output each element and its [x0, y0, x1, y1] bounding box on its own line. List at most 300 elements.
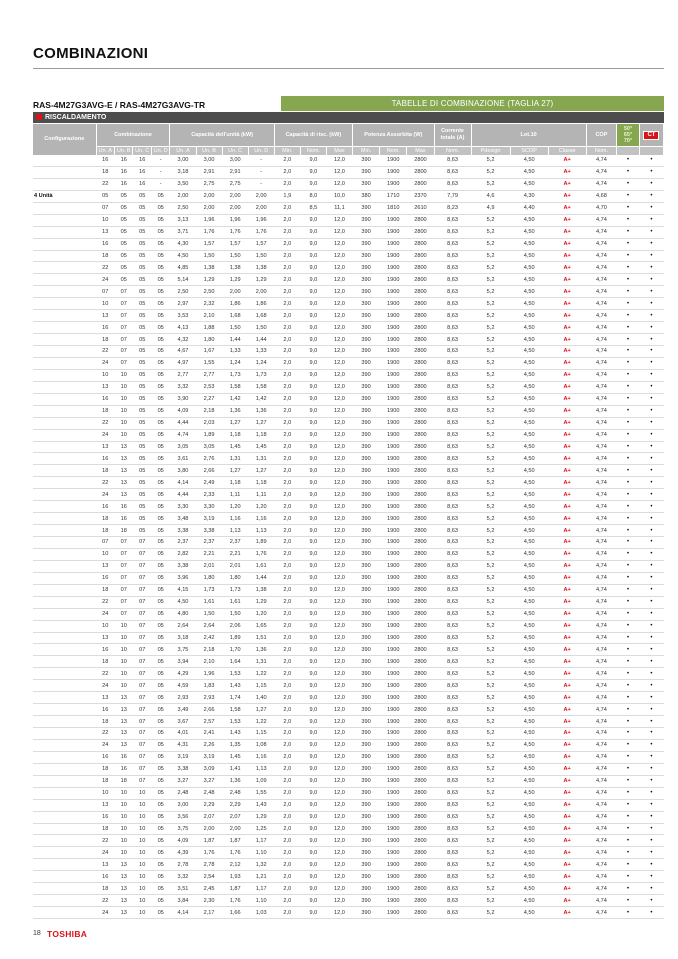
configuration-cell — [33, 560, 96, 572]
table-cell: 05 — [115, 214, 133, 226]
availability-dot-cell: • — [617, 847, 640, 859]
availability-dot-cell: • — [639, 644, 663, 656]
availability-dot-cell: • — [639, 190, 663, 202]
table-cell: 2,0 — [274, 477, 300, 489]
table-cell: 05 — [133, 501, 151, 513]
header-capacita-risc: Capacità di risc. (kW) — [274, 124, 352, 147]
table-cell: 8,63 — [434, 763, 471, 775]
availability-dot-cell: • — [639, 537, 663, 549]
availability-dot-cell: • — [617, 405, 640, 417]
table-cell: 10 — [96, 214, 114, 226]
energy-class-cell: A+ — [548, 166, 586, 178]
table-cell: 18 — [96, 656, 114, 668]
availability-dot-cell: • — [639, 178, 663, 190]
availability-dot-cell: • — [639, 166, 663, 178]
table-cell: 2,0 — [274, 441, 300, 453]
table-cell: 12,0 — [326, 477, 352, 489]
section-bar — [33, 112, 664, 123]
combination-table — [33, 124, 664, 919]
table-cell: 12,0 — [326, 417, 352, 429]
table-cell: 2800 — [407, 322, 434, 334]
table-cell: 5,2 — [471, 298, 510, 310]
table-cell: 390 — [353, 429, 380, 441]
table-cell: 9,0 — [300, 214, 326, 226]
availability-dot-cell: • — [617, 537, 640, 549]
availability-dot-cell: • — [617, 704, 640, 716]
table-cell: 5,2 — [471, 548, 510, 560]
table-cell: 2,48 — [196, 787, 222, 799]
energy-class-cell: A+ — [548, 369, 586, 381]
energy-class-cell: A+ — [548, 596, 586, 608]
header-cop: COP — [586, 124, 616, 147]
energy-class-cell: A+ — [548, 286, 586, 298]
table-cell: 9,0 — [300, 226, 326, 238]
table-cell: 1,76 — [248, 548, 274, 560]
table-cell: 24 — [96, 357, 114, 369]
table-cell: 18 — [96, 584, 114, 596]
table-cell: 4,74 — [586, 393, 616, 405]
table-cell: 5,2 — [471, 429, 510, 441]
table-cell: 10 — [133, 859, 151, 871]
table-cell: 12,0 — [326, 799, 352, 811]
table-cell: 4,14 — [170, 477, 196, 489]
table-cell: 13 — [115, 453, 133, 465]
table-cell: 4,14 — [170, 907, 196, 919]
subheader-cell — [639, 147, 663, 156]
table-row — [33, 644, 664, 656]
table-cell: 12,0 — [326, 334, 352, 346]
table-cell: 05 — [133, 346, 151, 358]
table-cell: 05 — [151, 334, 170, 346]
table-cell: 1900 — [380, 739, 407, 751]
table-cell: 10 — [133, 883, 151, 895]
table-cell: 1900 — [380, 799, 407, 811]
table-cell: 1,36 — [222, 775, 248, 787]
table-cell: 1,64 — [222, 656, 248, 668]
table-cell: 8,63 — [434, 286, 471, 298]
table-cell: 3,90 — [170, 393, 196, 405]
table-cell: 1,76 — [248, 226, 274, 238]
table-cell: 8,63 — [434, 513, 471, 525]
table-cell: 5,2 — [471, 477, 510, 489]
table-cell: 9,0 — [300, 310, 326, 322]
configuration-cell — [33, 238, 96, 250]
table-cell: 12,0 — [326, 214, 352, 226]
table-cell: 5,2 — [471, 835, 510, 847]
table-cell: 05 — [151, 286, 170, 298]
table-cell: 2,00 — [248, 202, 274, 214]
table-cell: 2800 — [407, 739, 434, 751]
availability-dot-cell: • — [639, 501, 663, 513]
table-cell: 4,50 — [510, 155, 548, 166]
table-cell: 07 — [133, 763, 151, 775]
table-cell: 9,0 — [300, 429, 326, 441]
table-cell: 1900 — [380, 357, 407, 369]
table-cell: 2800 — [407, 811, 434, 823]
energy-class-cell: A+ — [548, 322, 586, 334]
table-cell: 12,0 — [326, 238, 352, 250]
table-cell: 9,0 — [300, 537, 326, 549]
availability-dot-cell: • — [639, 847, 663, 859]
table-cell: 2,21 — [222, 548, 248, 560]
energy-class-cell: A+ — [548, 214, 586, 226]
table-cell: 4,01 — [170, 728, 196, 740]
table-cell: 5,2 — [471, 334, 510, 346]
energy-class-cell: A+ — [548, 441, 586, 453]
table-cell: 07 — [115, 357, 133, 369]
table-cell: 1900 — [380, 513, 407, 525]
table-cell: 390 — [353, 716, 380, 728]
table-cell: 12,0 — [326, 692, 352, 704]
table-cell: 1,89 — [248, 537, 274, 549]
availability-dot-cell: • — [639, 608, 663, 620]
table-cell: 1,76 — [222, 895, 248, 907]
table-cell: 05 — [133, 357, 151, 369]
table-row — [33, 572, 664, 584]
table-row — [33, 680, 664, 692]
subheader-cell: Min. — [353, 147, 380, 156]
configuration-cell — [33, 883, 96, 895]
table-cell: 4,50 — [510, 584, 548, 596]
table-cell: 390 — [353, 787, 380, 799]
configuration-cell — [33, 537, 96, 549]
table-cell: 3,00 — [222, 155, 248, 166]
table-row — [33, 262, 664, 274]
header-configurazione: Configurazione — [33, 124, 96, 155]
table-row — [33, 357, 664, 369]
availability-dot-cell: • — [617, 763, 640, 775]
table-row — [33, 513, 664, 525]
table-cell: 1900 — [380, 441, 407, 453]
table-row — [33, 155, 664, 166]
availability-dot-cell: • — [617, 656, 640, 668]
table-cell: 05 — [133, 369, 151, 381]
table-cell: 9,0 — [300, 178, 326, 190]
configuration-cell — [33, 584, 96, 596]
table-cell: 07 — [133, 668, 151, 680]
table-cell: 4,74 — [586, 513, 616, 525]
configuration-cell — [33, 895, 96, 907]
subheader-cell: Un. B — [196, 147, 222, 156]
table-cell: 2,0 — [274, 405, 300, 417]
configuration-cell — [33, 847, 96, 859]
table-cell: 07 — [115, 548, 133, 560]
table-cell: 2800 — [407, 166, 434, 178]
table-cell: 3,50 — [170, 178, 196, 190]
table-cell: 05 — [151, 513, 170, 525]
table-cell: 1,73 — [248, 369, 274, 381]
table-cell: 18 — [115, 525, 133, 537]
table-cell: 2800 — [407, 537, 434, 549]
configuration-cell — [33, 501, 96, 513]
table-cell: 380 — [353, 190, 380, 202]
availability-dot-cell: • — [617, 465, 640, 477]
configuration-cell — [33, 453, 96, 465]
table-cell: 07 — [115, 286, 133, 298]
configuration-cell — [33, 226, 96, 238]
table-cell: 8,63 — [434, 847, 471, 859]
table-cell: 12,0 — [326, 847, 352, 859]
table-cell: 12,0 — [326, 620, 352, 632]
table-cell: 1,76 — [196, 226, 222, 238]
table-cell: 16 — [96, 453, 114, 465]
table-cell: 8,63 — [434, 477, 471, 489]
table-cell: 8,63 — [434, 465, 471, 477]
table-cell: 2,0 — [274, 322, 300, 334]
table-cell: 9,0 — [300, 620, 326, 632]
table-cell: 4,15 — [170, 584, 196, 596]
table-cell: 1,22 — [248, 668, 274, 680]
table-cell: 05 — [151, 847, 170, 859]
table-cell: 1,33 — [248, 346, 274, 358]
table-cell: 2800 — [407, 477, 434, 489]
table-row — [33, 238, 664, 250]
table-cell: 2800 — [407, 632, 434, 644]
table-cell: 22 — [96, 596, 114, 608]
table-cell: 8,63 — [434, 441, 471, 453]
availability-dot-cell: • — [617, 668, 640, 680]
availability-dot-cell: • — [617, 560, 640, 572]
availability-dot-cell: • — [639, 787, 663, 799]
table-row — [33, 775, 664, 787]
table-cell: 1900 — [380, 751, 407, 763]
table-cell: 05 — [151, 763, 170, 775]
table-cell: 7,79 — [434, 190, 471, 202]
availability-dot-cell: • — [639, 883, 663, 895]
table-cell: 24 — [96, 274, 114, 286]
availability-dot-cell: • — [617, 357, 640, 369]
table-cell: 8,63 — [434, 632, 471, 644]
table-cell: 8,63 — [434, 656, 471, 668]
table-cell: 9,0 — [300, 907, 326, 919]
table-cell: 2,0 — [274, 572, 300, 584]
table-cell: 4,74 — [586, 548, 616, 560]
table-cell: 07 — [133, 704, 151, 716]
energy-class-cell: A+ — [548, 751, 586, 763]
table-cell: 390 — [353, 835, 380, 847]
table-cell: 390 — [353, 907, 380, 919]
table-cell: 1,09 — [248, 775, 274, 787]
table-row — [33, 429, 664, 441]
table-cell: 13 — [115, 489, 133, 501]
table-cell: 07 — [133, 584, 151, 596]
table-cell: 05 — [151, 584, 170, 596]
table-cell: 3,00 — [196, 155, 222, 166]
table-cell: 13 — [115, 739, 133, 751]
table-cell: 8,63 — [434, 883, 471, 895]
table-cell: 18 — [96, 525, 114, 537]
table-cell: 4,74 — [586, 560, 616, 572]
table-cell: 4,74 — [586, 692, 616, 704]
table-cell: 24 — [96, 847, 114, 859]
table-cell: 4,74 — [586, 322, 616, 334]
table-cell: 4,50 — [510, 560, 548, 572]
table-cell: 1,50 — [222, 250, 248, 262]
configuration-cell: 4 Unità — [33, 190, 96, 202]
table-cell: 1,76 — [222, 226, 248, 238]
availability-dot-cell: • — [617, 751, 640, 763]
table-cell: 8,63 — [434, 572, 471, 584]
table-cell: 22 — [96, 346, 114, 358]
table-cell: 5,2 — [471, 584, 510, 596]
table-row — [33, 871, 664, 883]
table-cell: 5,14 — [170, 274, 196, 286]
table-cell: 4,50 — [510, 537, 548, 549]
table-cell: 1,36 — [222, 405, 248, 417]
table-cell: 8,63 — [434, 214, 471, 226]
table-cell: 07 — [115, 334, 133, 346]
availability-dot-cell: • — [639, 381, 663, 393]
table-cell: 390 — [353, 417, 380, 429]
table-row — [33, 704, 664, 716]
table-cell: 2800 — [407, 704, 434, 716]
table-cell: 07 — [133, 692, 151, 704]
configuration-cell — [33, 489, 96, 501]
table-cell: 2,0 — [274, 226, 300, 238]
table-cell: - — [248, 155, 274, 166]
table-cell: 2,00 — [170, 190, 196, 202]
table-cell: 390 — [353, 453, 380, 465]
table-cell: 390 — [353, 393, 380, 405]
table-cell: 12,0 — [326, 823, 352, 835]
table-cell: 1900 — [380, 178, 407, 190]
table-cell: 05 — [133, 393, 151, 405]
table-cell: 1,10 — [248, 847, 274, 859]
availability-dot-cell: • — [639, 799, 663, 811]
table-cell: 390 — [353, 465, 380, 477]
table-cell: 1,43 — [248, 799, 274, 811]
availability-dot-cell: • — [617, 262, 640, 274]
table-cell: 2,0 — [274, 883, 300, 895]
table-cell: 2,64 — [196, 620, 222, 632]
table-cell: 1,73 — [222, 584, 248, 596]
availability-dot-cell: • — [639, 548, 663, 560]
table-cell: 11,1 — [326, 202, 352, 214]
table-cell: 2,0 — [274, 739, 300, 751]
table-cell: 8,63 — [434, 369, 471, 381]
table-cell: 1900 — [380, 250, 407, 262]
table-cell: 4,50 — [510, 548, 548, 560]
table-cell: 2800 — [407, 417, 434, 429]
table-row — [33, 381, 664, 393]
table-cell: 07 — [133, 537, 151, 549]
table-cell: 05 — [151, 429, 170, 441]
table-cell: 9,0 — [300, 238, 326, 250]
table-cell: 8,63 — [434, 262, 471, 274]
table-cell: 12,0 — [326, 310, 352, 322]
table-cell: 390 — [353, 871, 380, 883]
availability-dot-cell: • — [639, 620, 663, 632]
table-cell: 13 — [96, 310, 114, 322]
table-cell: 4,50 — [510, 393, 548, 405]
table-cell: 4,50 — [510, 644, 548, 656]
energy-class-cell: A+ — [548, 644, 586, 656]
table-cell: 9,0 — [300, 823, 326, 835]
configuration-cell — [33, 739, 96, 751]
table-cell: 1,96 — [248, 214, 274, 226]
table-cell: 3,05 — [196, 441, 222, 453]
table-cell: 8,63 — [434, 668, 471, 680]
configuration-cell — [33, 250, 96, 262]
table-cell: 4,74 — [586, 644, 616, 656]
table-row — [33, 632, 664, 644]
table-cell: 3,49 — [170, 704, 196, 716]
table-cell: 12,0 — [326, 728, 352, 740]
table-cell: 3,27 — [170, 775, 196, 787]
table-cell: 18 — [96, 405, 114, 417]
energy-class-cell: A+ — [548, 346, 586, 358]
table-cell: 4,50 — [510, 405, 548, 417]
table-cell: 2,0 — [274, 429, 300, 441]
table-cell: 4,74 — [586, 417, 616, 429]
table-cell: 07 — [115, 584, 133, 596]
table-cell: 9,0 — [300, 799, 326, 811]
table-cell: 05 — [151, 250, 170, 262]
table-cell: 390 — [353, 357, 380, 369]
table-cell: 5,2 — [471, 501, 510, 513]
table-cell: 05 — [151, 441, 170, 453]
configuration-cell — [33, 178, 96, 190]
table-cell: 2,0 — [274, 334, 300, 346]
table-cell: 1,17 — [248, 835, 274, 847]
table-cell: 16 — [96, 238, 114, 250]
table-cell: 2,50 — [170, 286, 196, 298]
availability-dot-cell: • — [617, 799, 640, 811]
table-cell: 9,0 — [300, 787, 326, 799]
table-cell: 4,50 — [510, 322, 548, 334]
table-cell: 2800 — [407, 298, 434, 310]
table-cell: 13 — [115, 692, 133, 704]
table-cell: 5,2 — [471, 799, 510, 811]
availability-dot-cell: • — [639, 716, 663, 728]
table-cell: 2,64 — [170, 620, 196, 632]
energy-class-cell: A+ — [548, 895, 586, 907]
configuration-cell — [33, 728, 96, 740]
table-cell: 5,2 — [471, 322, 510, 334]
table-cell: 9,0 — [300, 322, 326, 334]
table-cell: 1,45 — [222, 751, 248, 763]
table-cell: 9,0 — [300, 668, 326, 680]
availability-dot-cell: • — [639, 763, 663, 775]
table-cell: 9,0 — [300, 274, 326, 286]
availability-dot-cell: • — [617, 775, 640, 787]
table-cell: 1,31 — [222, 453, 248, 465]
availability-dot-cell: • — [639, 859, 663, 871]
table-cell: 3,13 — [170, 214, 196, 226]
table-cell: 1,20 — [222, 501, 248, 513]
table-cell: 4,50 — [510, 799, 548, 811]
availability-dot-cell: • — [639, 155, 663, 166]
table-cell: 8,63 — [434, 823, 471, 835]
table-cell: 07 — [133, 751, 151, 763]
availability-dot-cell: • — [617, 608, 640, 620]
table-cell: 4,74 — [586, 405, 616, 417]
table-cell: 2,27 — [196, 393, 222, 405]
table-cell: 10 — [115, 787, 133, 799]
table-cell: 390 — [353, 704, 380, 716]
table-cell: 05 — [151, 262, 170, 274]
table-cell: 13 — [115, 907, 133, 919]
table-cell: 1,73 — [196, 584, 222, 596]
table-cell: 1,58 — [222, 704, 248, 716]
table-cell: 2800 — [407, 155, 434, 166]
table-cell: 16 — [96, 322, 114, 334]
table-row — [33, 441, 664, 453]
energy-class-cell: A+ — [548, 155, 586, 166]
table-cell: 2,0 — [274, 608, 300, 620]
table-cell: 4,74 — [586, 178, 616, 190]
table-cell: 2,91 — [222, 166, 248, 178]
